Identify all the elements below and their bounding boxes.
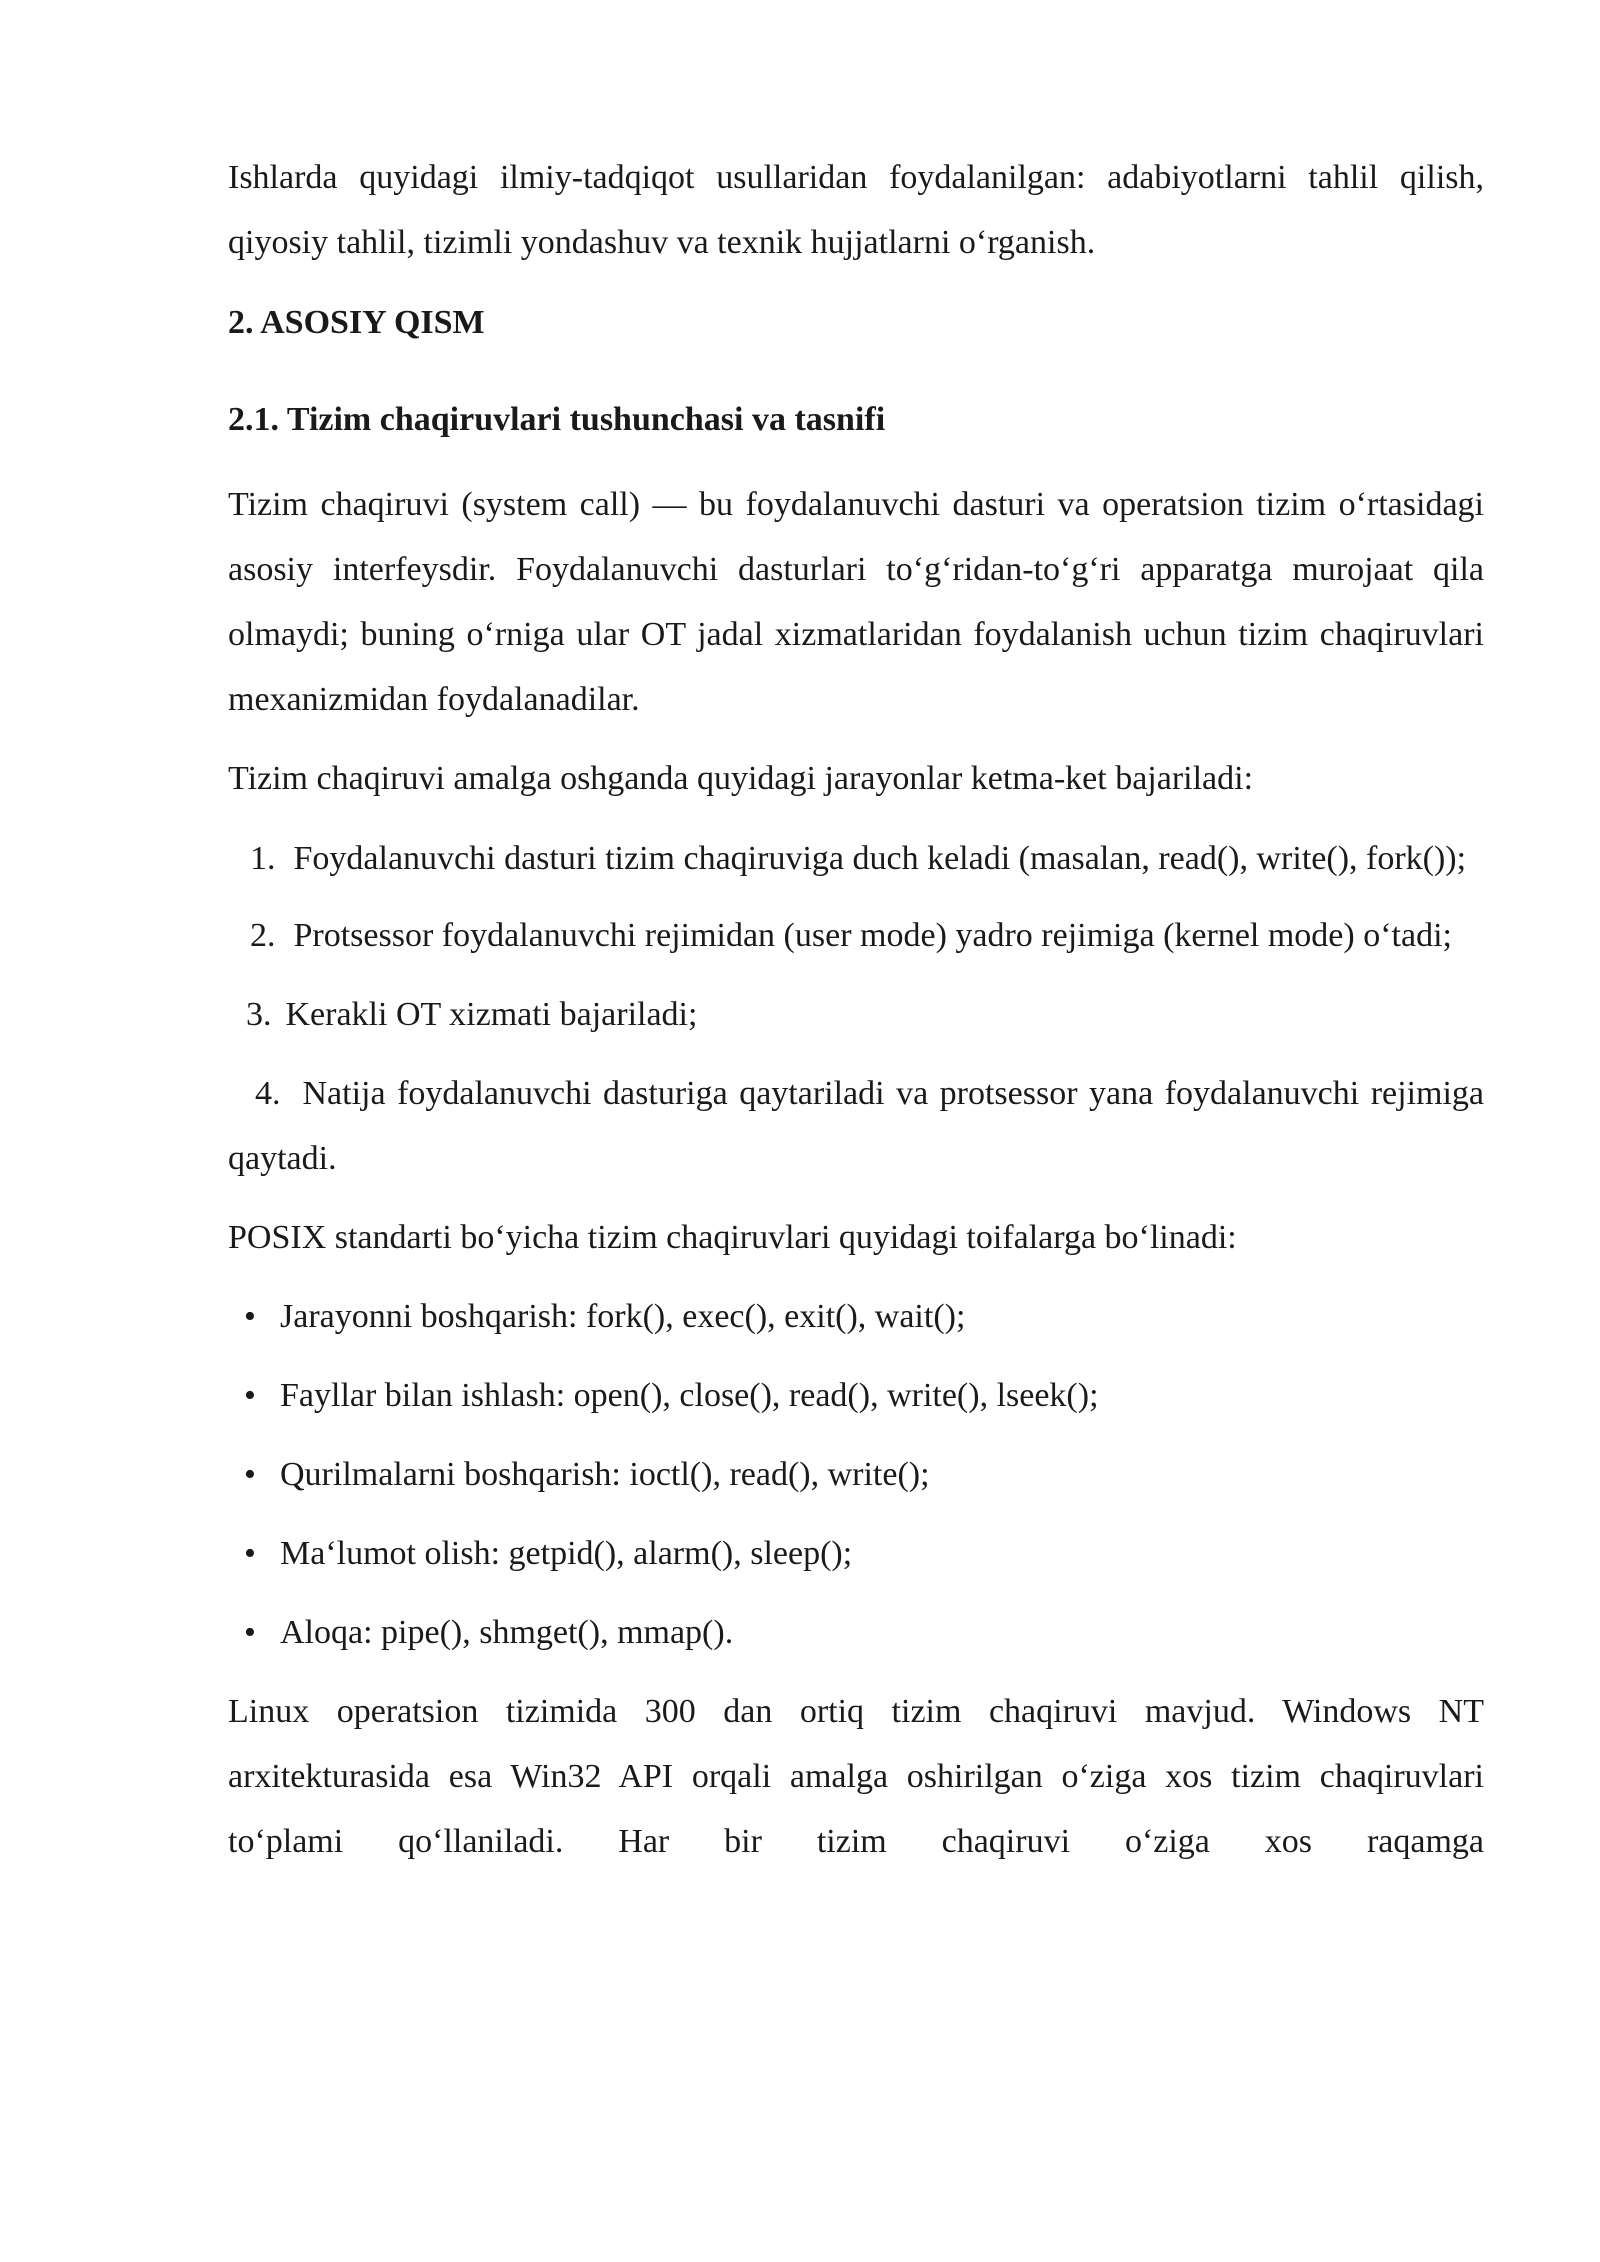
linux-paragraph: Linux operatsion tizimida 300 dan ortiq tizim chaqiruvi mavjud. Windows NT arxitekturasida esa Win32 API orqali amalga oshirilgan o‘ziga xos tizim chaqiruvlari to‘plami qo‘llaniladi. Har bir tizim chaqiruvi o‘ziga xos raqamga [228, 1693, 1484, 1860]
posix-paragraph: POSIX standarti bo‘yicha tizim chaqiruvlari quyidagi toifalarga bo‘linadi: [228, 1219, 1237, 1256]
list-item-text: Jarayonni boshqarish: fork(), exec(), exit(), wait(); [280, 1298, 966, 1335]
step-number: 2. [250, 917, 276, 954]
intro-paragraph: Ishlarda quyidagi ilmiy-tadqiqot usullaridan foydalanilgan: adabiyotlarni tahlil qilish, qiyosiy tahlil, tizimli yondashuv va texnik hujjatlarni o‘rganish. [228, 159, 1484, 261]
section-heading: 2. ASOSIY QISM [228, 304, 485, 341]
list-item-text: Qurilmalarni boshqarish: ioctl(), read(), write(); [280, 1456, 930, 1493]
step-number: 3. [246, 996, 272, 1033]
list-item [228, 1521, 1484, 1586]
bullet-icon: • [244, 1377, 256, 1414]
list-item [228, 1442, 1484, 1507]
sequence-intro-paragraph: Tizim chaqiruvi amalga oshganda quyidagi jarayonlar ketma-ket bajariladi: [228, 760, 1254, 797]
numbered-step [228, 903, 1484, 968]
subsection-heading: 2.1. Tizim chaqiruvlari tushunchasi va tasnifi [228, 401, 886, 438]
list-item [228, 1284, 1484, 1349]
step-text: Foydalanuvchi dasturi tizim chaqiruviga duch keladi (masalan, read(), write(), fork()); [293, 840, 1467, 877]
list-item [228, 1363, 1484, 1428]
page-content [228, 145, 1484, 1874]
step-text: Protsessor foydalanuvchi rejimidan (user mode) yadro rejimiga (kernel mode) o‘tadi; [293, 917, 1452, 954]
list-item-text: Ma‘lumot olish: getpid(), alarm(), sleep(); [280, 1535, 853, 1572]
bullet-icon: • [244, 1298, 256, 1335]
bullet-icon: • [244, 1535, 256, 1572]
step-text: Natija foydalanuvchi dasturiga qaytariladi va protsessor yana foydalanuvchi rejimiga qaytadi. [228, 1075, 1484, 1177]
step-text: Kerakli OT xizmati bajariladi; [285, 996, 698, 1033]
list-item-text: Fayllar bilan ishlash: open(), close(), read(), write(), lseek(); [280, 1377, 1099, 1414]
step-number: 4. [255, 1075, 281, 1112]
numbered-step [228, 982, 1484, 1047]
numbered-step [228, 1061, 1484, 1191]
category-list [228, 1284, 1484, 1665]
numbered-step [228, 826, 1484, 891]
list-item-text: Aloqa: pipe(), shmget(), mmap(). [280, 1614, 734, 1651]
list-item [228, 1600, 1484, 1665]
definition-paragraph: Tizim chaqiruvi (system call) — bu foydalanuvchi dasturi va operatsion tizim o‘rtasidagi asosiy interfeysdir. Foydalanuvchi dasturlari to‘g‘ridan-to‘g‘ri apparatga murojaat qila olmaydi; buning o‘rniga ular OT jadal xizmatlaridan foydalanish uchun tizim chaqiruvlari mexanizmidan foydalanadilar. [228, 486, 1484, 718]
bullet-icon: • [244, 1614, 256, 1651]
bullet-icon: • [244, 1456, 256, 1493]
step-number: 1. [250, 840, 276, 877]
